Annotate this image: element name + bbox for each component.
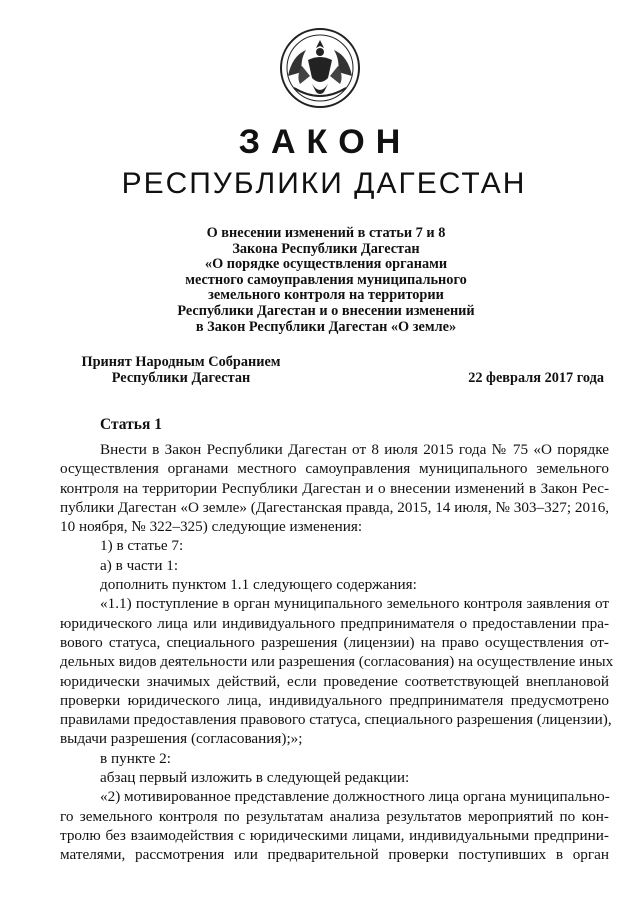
body-line: Внести в Закон Республики Дагестан от 8 июля 2015 года № 75 «О порядке (100, 441, 609, 458)
body-line: осуществления органами местного самоуправления муниципального земельного (60, 460, 609, 478)
body-line: дельных видов деятельности или разрешения (согласования) на осуществление иных (60, 653, 614, 671)
law-title-line: О внесении изменений в статьи 7 и 8 (206, 225, 446, 241)
body-line: проверки юридического лица, индивидуального предпринимателя предусмотрено (60, 691, 609, 709)
law-title-line: «О порядке осуществления органами (204, 256, 448, 273)
body-line: 1) в статье 7: (100, 537, 184, 555)
article-body (60, 440, 614, 865)
law-title-line: Республики Дагестан и о внесении изменений (177, 302, 475, 319)
body-line: выдачи разрешения (согласования);»; (60, 730, 303, 748)
law-title-line: земельного контроля на территории (208, 287, 444, 304)
body-line: «2) мотивированное представление должностного лица органа муниципально- (100, 788, 610, 806)
body-line: правилами предоставления правового статуса, специального разрешения (лицензии), (60, 711, 612, 729)
body-line: публики Дагестан «О земле» (Дагестанская правда, 2015, 14 июля, № 303–327; 2016, (60, 498, 610, 516)
law-title (150, 226, 502, 335)
body-line: абзац первый изложить в следующей редакции: (100, 769, 410, 787)
adopted-by (61, 354, 301, 386)
body-line: в пункте 2: (100, 749, 171, 767)
body-line: дополнить пунктом 1.1 следующего содержания: (100, 576, 417, 594)
body-line: 10 ноября, № 322–325) следующие изменения: (60, 518, 363, 536)
article-heading: Статья 1 (100, 416, 162, 433)
adopted-line: Республики Дагестан (111, 370, 251, 386)
coat-of-arms-icon (278, 26, 362, 110)
law-title-line: местного самоуправления муниципального (185, 271, 467, 288)
document-title: ЗАКОН (238, 123, 412, 161)
adopted-line: Принят Народным Собранием (81, 354, 281, 370)
document-subtitle: РЕСПУБЛИКИ ДАГЕСТАН (121, 167, 527, 200)
adopted-date: 22 февраля 2017 года (468, 370, 604, 386)
body-line: вового статуса, специального разрешения (лицензии) на право осуществления от- (60, 633, 609, 651)
body-line: юридического лица или индивидуального предпринимателя о предоставлении пра- (60, 614, 609, 632)
body-line: го земельного контроля по результатам анализа результатов мероприятий по кон- (60, 807, 609, 825)
body-line: контроля на территории Республики Дагестан и о внесении изменений в Закон Рес- (60, 479, 609, 497)
body-line: «1.1) поступление в орган муниципального земельного контроля заявления от (100, 595, 609, 613)
body-line: тролю без взаимодействия с юридическими лицами, индивидуальными предприни- (60, 826, 609, 844)
body-line: юридически значимых действий, если проведение соответствующей внеплановой (60, 672, 609, 690)
body-line: мателями, рассмотрения или предварительной проверки поступивших в орган (60, 846, 609, 864)
body-line: а) в части 1: (100, 556, 179, 574)
law-title-line: в Закон Республики Дагестан «О земле» (195, 318, 457, 335)
law-title-line: Закона Республики Дагестан (232, 240, 420, 257)
